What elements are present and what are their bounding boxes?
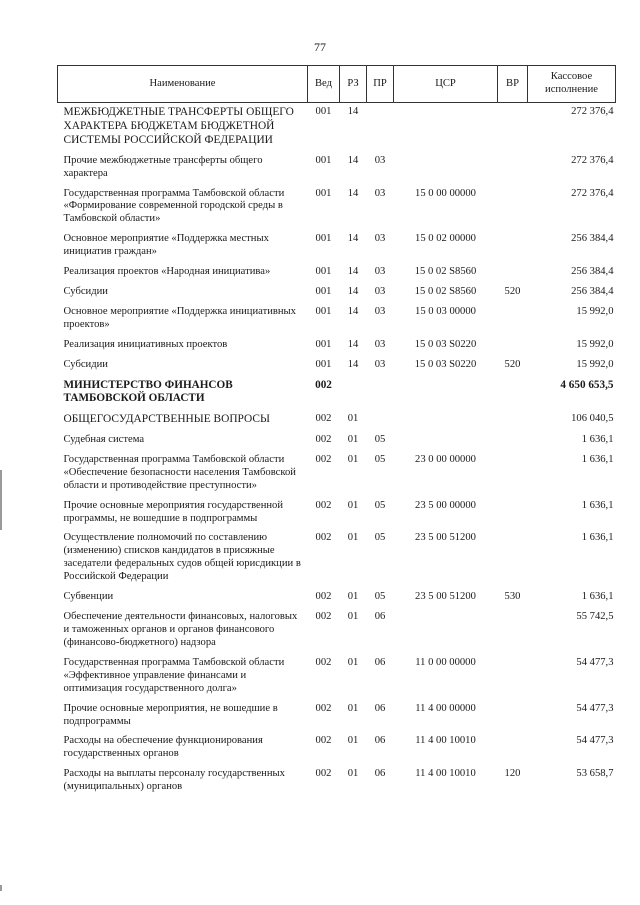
row-rz: 01 (347, 453, 359, 465)
row-sum: 1 636,1 (581, 453, 614, 465)
row-vr: 520 (504, 286, 521, 298)
table-row (58, 376, 616, 410)
row-vr (498, 732, 528, 765)
row-sum: 1 636,1 (581, 591, 614, 603)
row-pr: 03 (374, 306, 386, 318)
row-ved: 002 (315, 433, 332, 445)
row-name: Прочие основные мероприятия, не вошедшие в подпрограммы (63, 702, 278, 727)
table-row (58, 588, 616, 608)
row-pr: 06 (374, 656, 386, 668)
header-sum: Кассовое исполнение (528, 66, 616, 103)
row-pr: 06 (374, 768, 386, 780)
row-name: Осуществление полномочий по составлению (изменению) списков кандидатов в присяжные заседатели федеральных судов общей юрисдикции в Российской Федерации (63, 532, 301, 583)
row-ved: 002 (315, 656, 332, 668)
row-rz: 01 (347, 433, 359, 445)
row-sum: 15 992,0 (576, 306, 614, 318)
row-name: ОБЩЕГОСУДАРСТВЕННЫЕ ВОПРОСЫ (63, 413, 270, 426)
row-sum: 272 376,4 (571, 187, 614, 199)
header-pr: ПР (367, 66, 394, 103)
row-pr: 05 (374, 532, 386, 544)
row-vr (498, 451, 528, 497)
row-csr: 15 0 02 00000 (415, 233, 476, 245)
row-name: Субсидии (63, 286, 108, 298)
row-sum: 55 742,5 (576, 611, 614, 623)
row-vr (498, 152, 528, 185)
row-sum: 272 376,4 (571, 106, 614, 117)
row-name: Прочие основные мероприятия государственной программы, не вошедшие в подпрограммы (63, 499, 284, 524)
row-ved: 002 (315, 453, 332, 465)
scan-margin-mark (0, 470, 2, 530)
row-pr (367, 410, 394, 431)
row-rz: 14 (347, 154, 359, 166)
row-sum: 54 477,3 (576, 702, 614, 714)
row-pr (367, 376, 394, 410)
row-rz: 01 (347, 611, 359, 623)
row-csr: 15 0 02 S8560 (414, 286, 477, 298)
row-csr (394, 431, 498, 451)
row-vr (498, 497, 528, 530)
row-csr (394, 103, 498, 152)
row-vr (498, 230, 528, 263)
row-sum: 15 992,0 (576, 358, 614, 370)
table-row (58, 765, 616, 798)
row-vr (498, 336, 528, 356)
row-ved: 002 (315, 768, 332, 780)
row-ved: 002 (315, 611, 332, 623)
row-vr (498, 410, 528, 431)
row-sum: 15 992,0 (576, 338, 614, 350)
row-csr: 11 4 00 10010 (415, 768, 476, 780)
row-rz: 14 (347, 233, 359, 245)
row-sum: 1 636,1 (581, 532, 614, 544)
row-vr (498, 431, 528, 451)
row-ved: 001 (315, 266, 332, 278)
row-name: Субсидии (63, 358, 108, 370)
row-pr: 03 (374, 358, 386, 370)
row-rz: 01 (347, 656, 359, 668)
table-row (58, 431, 616, 451)
row-csr: 23 5 00 51200 (415, 532, 476, 544)
table-row (58, 263, 616, 283)
table-row (58, 700, 616, 733)
row-vr (498, 608, 528, 654)
header-rz: РЗ (340, 66, 367, 103)
row-rz: 14 (347, 358, 359, 370)
table-row (58, 732, 616, 765)
row-vr (498, 185, 528, 231)
row-pr: 03 (374, 187, 386, 199)
table-row (58, 451, 616, 497)
row-sum: 54 477,3 (576, 656, 614, 668)
row-rz: 14 (347, 306, 359, 318)
row-ved: 001 (315, 154, 332, 166)
row-rz (340, 376, 367, 410)
row-csr: 15 0 00 00000 (415, 187, 476, 199)
row-vr (498, 654, 528, 700)
row-name: Реализация проектов «Народная инициатива» (63, 266, 271, 278)
row-rz: 14 (347, 338, 359, 350)
table-row (58, 103, 616, 152)
row-rz: 01 (347, 591, 359, 603)
row-rz: 01 (347, 532, 359, 544)
row-pr: 03 (374, 266, 386, 278)
row-pr: 03 (374, 154, 386, 166)
row-sum: 53 658,7 (576, 768, 614, 780)
row-sum: 272 376,4 (571, 154, 614, 166)
row-csr: 15 0 03 S0220 (414, 358, 477, 370)
row-vr (498, 529, 528, 588)
row-csr (394, 376, 498, 410)
page-number: 77 (314, 40, 326, 54)
header-csr: ЦСР (394, 66, 498, 103)
row-name: Расходы на выплаты персоналу государственных (муниципальных) органов (63, 768, 285, 793)
row-vr (498, 303, 528, 336)
scan-margin-mark (0, 885, 2, 891)
row-vr (498, 103, 528, 152)
row-name: Расходы на обеспечение функционирования государственных органов (63, 735, 263, 760)
row-pr: 03 (374, 233, 386, 245)
row-csr: 15 0 03 00000 (415, 306, 476, 318)
row-vr: 120 (504, 768, 521, 780)
row-name: Основное мероприятие «Поддержка инициативных проектов» (63, 306, 296, 330)
row-csr: 11 0 00 00000 (415, 656, 476, 668)
row-rz: 14 (347, 187, 359, 199)
table-row (58, 608, 616, 654)
row-sum: 256 384,4 (571, 286, 614, 298)
row-pr (367, 103, 394, 152)
row-csr: 15 0 03 S0220 (414, 338, 477, 350)
row-ved: 002 (315, 413, 332, 425)
row-pr: 05 (374, 499, 386, 511)
row-sum: 106 040,5 (571, 413, 614, 425)
row-rz: 14 (347, 266, 359, 278)
row-csr: 11 4 00 00000 (415, 702, 476, 714)
row-name: Государственная программа Тамбовской области «Эффективное управление финансами и оптимизация государственного долга» (63, 656, 285, 694)
row-pr: 06 (374, 702, 386, 714)
row-name: МИНИСТЕРСТВО ФИНАНСОВ ТАМБОВСКОЙ ОБЛАСТИ (63, 378, 233, 405)
row-sum: 256 384,4 (571, 233, 614, 245)
row-name: МЕЖБЮДЖЕТНЫЕ ТРАНСФЕРТЫ ОБЩЕГО ХАРАКТЕРА БЮДЖЕТАМ БЮДЖЕТНОЙ СИСТЕМЫ РОССИЙСКОЙ ФЕДЕРАЦИИ (63, 106, 294, 146)
row-csr (394, 152, 498, 185)
row-rz: 01 (347, 702, 359, 714)
row-name: Основное мероприятие «Поддержка местных инициатив граждан» (63, 233, 269, 258)
row-name: Судебная система (63, 433, 145, 445)
row-ved: 001 (315, 358, 332, 370)
row-csr: 23 5 00 51200 (415, 591, 476, 603)
row-ved: 002 (315, 702, 332, 714)
row-sum: 4 650 653,5 (560, 378, 614, 391)
row-rz: 01 (347, 735, 359, 747)
table-row (58, 356, 616, 376)
row-rz: 01 (347, 499, 359, 511)
budget-execution-table (57, 65, 616, 798)
row-sum: 54 477,3 (576, 735, 614, 747)
row-rz: 01 (347, 413, 359, 425)
table-row (58, 336, 616, 356)
row-rz: 14 (347, 286, 359, 298)
row-name: Государственная программа Тамбовской области «Обеспечение безопасности населения Тамбовской области и противодействие преступности» (63, 453, 296, 491)
table-row (58, 497, 616, 530)
row-vr (498, 376, 528, 410)
row-pr: 03 (374, 286, 386, 298)
row-sum: 256 384,4 (571, 266, 614, 278)
row-rz: 01 (347, 768, 359, 780)
row-vr (498, 700, 528, 733)
table-row (58, 230, 616, 263)
row-pr: 05 (374, 453, 386, 465)
row-pr: 06 (374, 611, 386, 623)
row-ved: 002 (315, 735, 332, 747)
row-pr: 05 (374, 433, 386, 445)
table-row (58, 410, 616, 431)
row-csr (394, 410, 498, 431)
row-name: Прочие межбюджетные трансферты общего характера (63, 154, 263, 179)
row-ved: 001 (315, 233, 332, 245)
row-vr (498, 263, 528, 283)
row-name: Государственная программа Тамбовской области «Формирование современной городской среды в Тамбовской области» (63, 187, 285, 225)
table-row (58, 303, 616, 336)
row-ved: 002 (315, 532, 332, 544)
row-csr: 23 5 00 00000 (415, 499, 476, 511)
table-row (58, 185, 616, 231)
row-csr (394, 608, 498, 654)
row-csr: 15 0 02 S8560 (414, 266, 477, 278)
header-name: Наименование (58, 66, 308, 103)
row-pr: 03 (374, 338, 386, 350)
row-ved: 002 (315, 499, 332, 511)
row-ved: 001 (315, 306, 332, 318)
row-sum: 1 636,1 (581, 433, 614, 445)
row-ved: 002 (315, 591, 332, 603)
table-row (58, 654, 616, 700)
row-csr: 23 0 00 00000 (415, 453, 476, 465)
row-pr: 06 (374, 735, 386, 747)
row-ved: 001 (315, 338, 332, 350)
row-name: Субвенции (63, 591, 114, 603)
header-vr: ВР (498, 66, 528, 103)
row-ved: 001 (315, 286, 332, 298)
table-row (58, 152, 616, 185)
row-ved: 001 (315, 187, 332, 199)
row-vr: 530 (504, 591, 521, 603)
row-csr: 11 4 00 10010 (415, 735, 476, 747)
table-header-row (58, 66, 616, 103)
row-ved: 002 (315, 378, 332, 391)
header-ved: Вед (308, 66, 340, 103)
row-vr: 520 (504, 358, 521, 370)
row-rz: 14 (347, 106, 359, 117)
row-sum: 1 636,1 (581, 499, 614, 511)
table-row (58, 529, 616, 588)
row-ved: 001 (315, 106, 332, 117)
table-row (58, 283, 616, 303)
row-name: Обеспечение деятельности финансовых, налоговых и таможенных органов и органов финансового (финансово-бюджетного) надзора (63, 611, 298, 648)
row-pr: 05 (374, 591, 386, 603)
row-name: Реализация инициативных проектов (63, 338, 228, 350)
